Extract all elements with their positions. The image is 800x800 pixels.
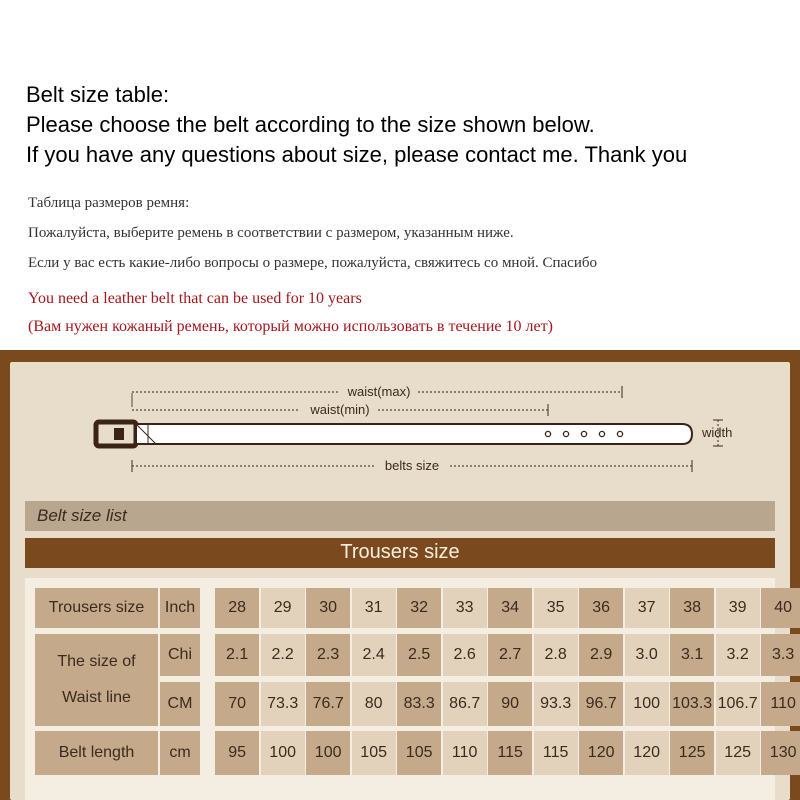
size-cell: 2.7 xyxy=(488,634,532,676)
size-cell: 38 xyxy=(670,588,714,628)
waist-max-label: waist(max) xyxy=(347,384,411,399)
waist-label-line-2: Waist line xyxy=(62,689,131,706)
size-cell: 3.3 xyxy=(761,634,800,676)
size-cell: 105 xyxy=(397,731,441,775)
size-cell: 2.9 xyxy=(579,634,623,676)
size-cell: 95 xyxy=(215,731,259,775)
size-cell: 2.6 xyxy=(443,634,487,676)
size-cell: 2.5 xyxy=(397,634,441,676)
size-cell: 96.7 xyxy=(579,682,623,726)
size-cell: 2.2 xyxy=(261,634,305,676)
size-cell: 30 xyxy=(306,588,350,628)
size-cell: 33 xyxy=(443,588,487,628)
belt-illustration xyxy=(96,422,692,446)
waist-max-measure xyxy=(132,384,622,407)
width-label: width xyxy=(702,425,733,440)
size-cell: 80 xyxy=(352,682,396,726)
size-chart-frame xyxy=(0,350,800,800)
size-cell: 100 xyxy=(306,731,350,775)
size-cell: 110 xyxy=(761,682,800,726)
intro-english-line-1: Belt size table: xyxy=(26,82,170,107)
size-cell: 2.4 xyxy=(352,634,396,676)
intro-russian-line-2: Пожалуйста, выберите ремень в соответствии с размером, указанным ниже. xyxy=(28,225,514,241)
size-cell: 2.8 xyxy=(534,634,578,676)
size-cell: 3.2 xyxy=(716,634,760,676)
size-cell: 100 xyxy=(625,682,669,726)
belt-length-row-label: Belt length xyxy=(35,731,158,775)
waist-line-row-label xyxy=(35,634,158,726)
intro-english-line-2: Please choose the belt according to the size shown below. xyxy=(26,112,595,137)
size-cell: 93.3 xyxy=(534,682,578,726)
intro-red-line-1: You need a leather belt that can be used for 10 years xyxy=(28,290,362,307)
size-cell: 32 xyxy=(397,588,441,628)
size-cell: 125 xyxy=(670,731,714,775)
unit-cell: Chi xyxy=(160,634,200,676)
size-cell: 73.3 xyxy=(261,682,305,726)
size-cell: 106.7 xyxy=(716,682,760,726)
size-cell: 40 xyxy=(761,588,800,628)
size-cell: 35 xyxy=(534,588,578,628)
size-cell: 115 xyxy=(488,731,532,775)
size-cell: 86.7 xyxy=(443,682,487,726)
size-cell: 130 xyxy=(761,731,800,775)
size-cell: 29 xyxy=(261,588,305,628)
unit-cell: CM xyxy=(160,682,200,726)
unit-cell: Inch xyxy=(160,588,200,628)
size-cell: 115 xyxy=(534,731,578,775)
size-cell: 125 xyxy=(716,731,760,775)
size-cell: 90 xyxy=(488,682,532,726)
size-cell: 105 xyxy=(352,731,396,775)
size-cell: 103.3 xyxy=(670,682,714,726)
size-cell: 2.3 xyxy=(306,634,350,676)
belts-size-measure xyxy=(132,458,692,473)
belt-diagram xyxy=(10,362,790,492)
trousers-size-row-label: Trousers size xyxy=(35,588,158,628)
intro-english-line-3: If you have any questions about size, please contact me. Thank you xyxy=(26,142,688,167)
trousers-size-header-label: Trousers size xyxy=(340,541,460,563)
belt-size-list-bar xyxy=(25,501,775,531)
size-cell: 76.7 xyxy=(306,682,350,726)
size-cell: 83.3 xyxy=(397,682,441,726)
belts-size-label: belts size xyxy=(384,458,440,473)
size-cell: 70 xyxy=(215,682,259,726)
intro-russian-line-1: Таблица размеров ремня: xyxy=(28,195,190,211)
size-chart-panel xyxy=(10,362,797,800)
waist-min-label: waist(min) xyxy=(310,402,370,417)
size-table xyxy=(25,578,797,800)
size-cell: 110 xyxy=(443,731,487,775)
size-cell: 120 xyxy=(625,731,669,775)
size-cell: 34 xyxy=(488,588,532,628)
size-cell: 100 xyxy=(261,731,305,775)
trousers-size-header xyxy=(25,538,775,568)
size-cell: 36 xyxy=(579,588,623,628)
unit-cell: cm xyxy=(160,731,200,775)
size-cell: 2.1 xyxy=(215,634,259,676)
waist-min-measure xyxy=(132,402,548,417)
waist-label-line-1: The size of xyxy=(57,653,136,670)
width-measure xyxy=(701,420,732,446)
intro-russian-line-3: Если у вас есть какие-либо вопросы о размере, пожалуйста, свяжитесь со мной. Спасибо xyxy=(28,255,597,271)
intro-red-line-2: (Вам нужен кожаный ремень, который можно использовать в течение 10 лет) xyxy=(28,318,553,335)
size-cell: 39 xyxy=(716,588,760,628)
belt-size-list-label: Belt size list xyxy=(37,506,127,525)
size-cell: 31 xyxy=(352,588,396,628)
size-cell: 28 xyxy=(215,588,259,628)
size-cell: 3.1 xyxy=(670,634,714,676)
size-cell: 3.0 xyxy=(625,634,669,676)
size-cell: 120 xyxy=(579,731,623,775)
size-cell: 37 xyxy=(625,588,669,628)
